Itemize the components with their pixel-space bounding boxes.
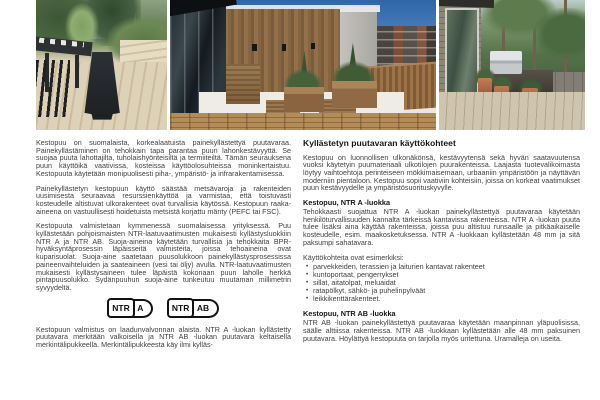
wall-lamp (311, 43, 315, 50)
paragraph-production: Kestopuuta valmistetaan kymmenessä suomalaisessa yrityksessä. Puu kyllästetään pohjoismaisten NTR-laatuvaatimusten mukaisesti kyllästysluokkiin NTR A ja NTR AB. Suoja-aineina käytetään turvallisia ja tehokkaita BPR-hyväksyntäprosessin läpäisseitä valmisteita, joissa tehoaineina ovat kuparisuolat. Suoja-aine saatetaan puusolukkoon painekyllästysprosessissa paineenvaihteluiden ja saateaineen (vesi tai öljy) avulla. NTR-laatuvaatimusten mukaisesti kyllästysaineen tulee läpäistä kokonaan puun laholle herkkä pintapuusolukko. Sydänpuuhun suoja-aine tunkeutuu muutaman millimetrin syvyydeltä. (36, 221, 291, 292)
use-case-list (303, 263, 580, 303)
ntr-badges (36, 299, 291, 318)
deck-boards (170, 113, 436, 130)
subheading-ntr-ab: Kestopuu, NTR AB -luokka (303, 309, 396, 319)
ntr-a-mark (108, 299, 154, 318)
subheading-ntr-a: Kestopuu, NTR A -luokka (303, 198, 391, 208)
paragraph-kestopuu-intro: Kestopuu on suomalaista, korkealaatuista painekyllästettyä puutavaraa. Painekyllästäminen on tehokkain tapa parantaa puun lahonkestävyyttä. Se suojaa puuta lahottajilta, tuholaishyönteisiltä ja termiiteiltä. Tämän seurauksena puun käyttöikä vaativissa, kosteissa käyttöolosuhteissa moninkertaistuu. Kestopuuta käytetään monipuolisesti piha-, ympäristö- ja infrarakentamisessa. (36, 138, 291, 178)
chairs (36, 60, 70, 117)
list-item: • leikkikenttärakenteet. (306, 295, 580, 303)
paragraph-ntr-ab: NTR AB -luokan painekyllästettyä puutavaraa käytetään maanpinnan yläpuolisissa, säälle alttiissa rakenteissa. NTR AB -luokkaan kyllästetään alle 48 mm paksuinen puutavara. Höylättyä kestopuuta on tarjolla myös uritettuna. Uramalleja on useita. (303, 318, 580, 343)
list-item: • sillat, aitatolpat, meluaidat (306, 279, 580, 287)
photo-forest-deck (439, 0, 585, 130)
ntr-label: NTR (167, 298, 194, 318)
wall-lamp (282, 44, 286, 51)
wall-lamp (252, 44, 256, 51)
paragraph-sustainability: Painekyllästetyn kestopuun käyttö säästää metsävaroja ja rakenteiden uusimisesta seuraavaa resurssienkäyttöä ja varmistaa, että toistuvasti kosteudelle altistuvat ulkorakenteet ovat turvallisia käytössä. Kestopuun raaka-aineena on vastuullisesti hoidetuista metsistä korjattu mänty (PEFC tai FSC). (36, 183, 291, 216)
right-column (303, 139, 580, 349)
tree-canopy (534, 8, 585, 60)
slatted-wood-box (226, 64, 261, 104)
glass-door (445, 8, 480, 98)
paragraph-ntr-a: Tehokkaasti suojattua NTR A -luokan painekyllästettyä puutavaraa käytetään henkilöturvallisuuden kannalta tärkeissä kantavissa rakenteissa. NTR A -luokan puuta tulee lisäksi aina käyttää rakenteissa, joissa puu altistuu runsaalle ja pitkäaikaiselle kosteudelle, esim. maakosketuksessa. NTR A -luokkaan kyllästetään 48 mm ja sitä paksumpi sahatavara. (303, 207, 580, 247)
ntr-class-ab-label: AB (196, 303, 210, 314)
fern-plant (65, 3, 99, 42)
ntr-label: NTR (107, 298, 134, 318)
list-item: • ratapölkyt, sähkö- ja puhelinpylväät (306, 287, 580, 295)
paragraph-quality-control: Kestopuun valmistus on laadunvalvonnan alaista. NTR A -luokan kyllästetty puutavara merkitään valkoisella ja NTR AB -luokan puutavara keltaisella merkintälipukkeella. Merkintälipukkeesta käy ilmi kylläs- (36, 324, 291, 350)
list-intro: Käyttökohteita ovat esimerkiksi: (303, 252, 404, 262)
list-item: • kuntoportaat, pengerrykset (306, 271, 580, 279)
ntr-ab-mark (167, 299, 219, 318)
wooden-planter (284, 87, 324, 112)
section-heading-uses: Kyllästetyn puutavaran käyttökohteet (303, 138, 456, 148)
deck-boards (439, 92, 585, 130)
photo-strip (36, 0, 585, 130)
photo-terrace-dining (36, 0, 167, 130)
list-item: • parvekkeiden, terassien ja laiturien kantavat rakenteet (306, 263, 580, 271)
paragraph-uses-intro: Kestopuu on luonnollisen ulkonäkönsä, kestävyytensä sekä hyvän saatavuutensa vuoksi käytetyin puumateriaali ulkotilojen puurakenteissa. Laajasta tuotevalikoimasta löytyy vaihtoehtoja perinteiseen mökkimaisemaan, urbaaniin ympäristöön ja näyttävän moderniin pientaloon. Kestopuu sopii vaativiin kohteisiin, joissa on korkeat vaatimukset puun kestävyydelle ja ympäristösuorituskyvylle. (303, 152, 580, 193)
photo-rooftop-terrace (170, 0, 436, 130)
left-column (36, 139, 291, 356)
table-leg (75, 55, 79, 89)
ntr-class-a-label: A (137, 303, 144, 314)
wooden-planter (332, 81, 377, 108)
